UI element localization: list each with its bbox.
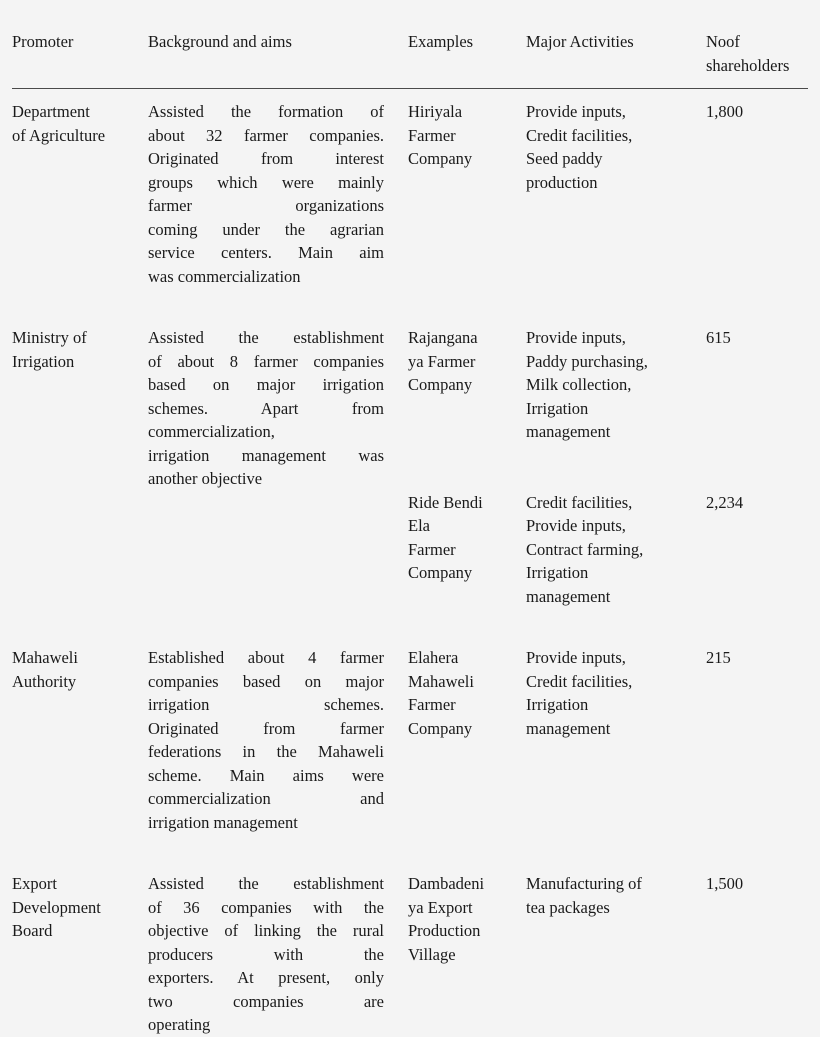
text-line: was commercialization xyxy=(148,266,301,286)
cell-example-company xyxy=(408,89,526,289)
shareholder-value: 2,234 xyxy=(706,492,744,512)
text-line: of about 8 farmer companies xyxy=(148,351,384,371)
text-line: exporters. At present, only xyxy=(148,968,384,987)
text-line: Hiriyala xyxy=(408,102,463,121)
text-line: Provide inputs, xyxy=(526,328,626,347)
text-line: federations in the Mahaweli xyxy=(148,742,384,761)
cell-major-activities xyxy=(526,834,706,1037)
text-line: groups which were mainly xyxy=(148,172,384,192)
shareholder-value: 1,800 xyxy=(706,102,744,121)
text-line: ya Export xyxy=(408,897,473,917)
text-line: management xyxy=(526,422,611,441)
cell-example-company xyxy=(408,608,526,834)
cell-promoter xyxy=(12,491,148,609)
cell-example-company xyxy=(408,491,526,609)
text-line: Department xyxy=(12,102,90,121)
text-line: Assisted the formation of xyxy=(148,102,384,121)
text-line: Contract farming, xyxy=(526,539,644,559)
column-header-shareholders xyxy=(706,0,808,89)
cell-background-aims xyxy=(148,89,408,289)
text-line: Development xyxy=(12,897,101,917)
text-line: Established about 4 farmer xyxy=(148,648,384,667)
cell-background-aims xyxy=(148,288,408,491)
text-line: irrigation schemes. xyxy=(148,695,384,714)
text-line: Farmer xyxy=(408,695,456,714)
text-line: producers with the xyxy=(148,944,384,964)
cell-background-aims xyxy=(148,608,408,834)
text-line: about 32 farmer companies. xyxy=(148,125,384,145)
table-row xyxy=(12,608,808,834)
text-line: Production xyxy=(408,921,481,940)
text-line: Rajangana xyxy=(408,328,478,347)
cell-major-activities xyxy=(526,288,706,491)
text-line: Ministry of xyxy=(12,328,87,347)
text-line: Provide inputs, xyxy=(526,102,626,121)
text-line: schemes. Apart from xyxy=(148,398,384,418)
cell-promoter xyxy=(12,288,148,491)
text-line: Company xyxy=(408,149,473,168)
text-line: Assisted the establishment xyxy=(148,874,384,893)
shareholders-header-no: No xyxy=(706,32,727,51)
text-line: Board xyxy=(12,921,53,940)
shareholder-value: 615 xyxy=(706,328,731,347)
text-line: companies based on major xyxy=(148,671,384,691)
text-line: Dambadeni xyxy=(408,874,485,893)
text-line: Mahaweli xyxy=(12,648,78,667)
text-line: two companies are xyxy=(148,991,384,1011)
cell-major-activities xyxy=(526,89,706,289)
text-line: Irrigation xyxy=(526,563,589,582)
text-line: of Agriculture xyxy=(12,125,106,145)
text-line: Company xyxy=(408,375,473,394)
text-line: operating xyxy=(148,1015,211,1034)
cell-promoter xyxy=(12,608,148,834)
text-line: coming under the agrarian xyxy=(148,219,384,239)
shareholder-value: 215 xyxy=(706,648,731,667)
text-line: Village xyxy=(408,944,456,964)
text-line: commercialization and xyxy=(148,789,384,808)
cell-shareholder-count xyxy=(706,608,808,834)
text-line: management xyxy=(526,586,611,606)
text-line: based on major irrigation xyxy=(148,375,384,394)
cell-major-activities xyxy=(526,608,706,834)
text-line: service centers. Main aim xyxy=(148,243,384,262)
text-line: objective of linking the rural xyxy=(148,921,384,940)
shareholder-value: 1,500 xyxy=(706,874,744,893)
table-header xyxy=(12,0,808,89)
text-line: scheme. Main aims were xyxy=(148,765,384,785)
text-line: Credit facilities, xyxy=(526,125,633,145)
table-row xyxy=(12,89,808,289)
text-line: of 36 companies with the xyxy=(148,897,384,917)
cell-background-aims xyxy=(148,834,408,1037)
text-line: Irrigation xyxy=(526,398,589,418)
text-line: Originated from farmer xyxy=(148,718,384,738)
text-line: another objective xyxy=(148,469,263,488)
text-line: Credit facilities, xyxy=(526,492,633,512)
column-header-examples: Examples xyxy=(408,0,526,89)
text-line: Paddy purchasing, xyxy=(526,351,648,371)
text-line: Export xyxy=(12,874,57,893)
text-line: Irrigation xyxy=(12,351,75,371)
cell-shareholder-count xyxy=(706,89,808,289)
text-line: Manufacturing of xyxy=(526,874,642,893)
text-line: commercialization, xyxy=(148,422,275,441)
shareholders-header-line1 xyxy=(706,30,798,54)
text-line: production xyxy=(526,172,598,192)
text-line: Mahaweli xyxy=(408,671,474,691)
cell-promoter xyxy=(12,834,148,1037)
shareholders-header-line2: shareholders xyxy=(706,55,790,75)
text-line: Provide inputs, xyxy=(526,648,626,667)
text-line: Milk collection, xyxy=(526,375,632,394)
text-line: Elahera xyxy=(408,648,459,667)
text-line: Company xyxy=(408,563,473,582)
column-header-activities: Major Activities xyxy=(526,0,706,89)
text-line: management xyxy=(526,718,611,738)
text-line: Assisted the establishment xyxy=(148,328,384,347)
text-line: farmer organizations xyxy=(148,196,384,215)
text-line: Ela xyxy=(408,516,430,535)
table-subrow xyxy=(12,491,808,609)
table-header-row xyxy=(12,0,808,89)
text-line: Ride Bendi xyxy=(408,492,483,512)
text-line: Company xyxy=(408,718,473,738)
cell-example-company xyxy=(408,834,526,1037)
table-row xyxy=(12,288,808,491)
text-line: tea packages xyxy=(526,897,610,917)
text-line: ya Farmer xyxy=(408,351,476,371)
cell-shareholder-count xyxy=(706,491,808,609)
cell-example-company xyxy=(408,288,526,491)
table-body xyxy=(12,89,808,1037)
shareholders-header-of: of xyxy=(726,32,740,51)
text-line: Authority xyxy=(12,671,77,691)
text-line: irrigation management xyxy=(148,812,298,832)
text-line: Provide inputs, xyxy=(526,516,626,535)
table-row xyxy=(12,834,808,1037)
text-line: Seed paddy xyxy=(526,149,603,168)
text-line: Farmer xyxy=(408,125,456,145)
text-line: Irrigation xyxy=(526,695,589,714)
cell-background-aims xyxy=(148,491,408,609)
text-line: irrigation management was xyxy=(148,445,384,465)
text-line: Farmer xyxy=(408,539,456,559)
cell-shareholder-count xyxy=(706,834,808,1037)
column-header-promoter: Promoter xyxy=(12,0,148,89)
text-line: Originated from interest xyxy=(148,149,384,168)
promoter-comparison-table xyxy=(12,0,808,1037)
cell-shareholder-count xyxy=(706,288,808,491)
text-line: Credit facilities, xyxy=(526,671,633,691)
cell-major-activities xyxy=(526,491,706,609)
cell-promoter xyxy=(12,89,148,289)
column-header-background: Background and aims xyxy=(148,0,408,89)
